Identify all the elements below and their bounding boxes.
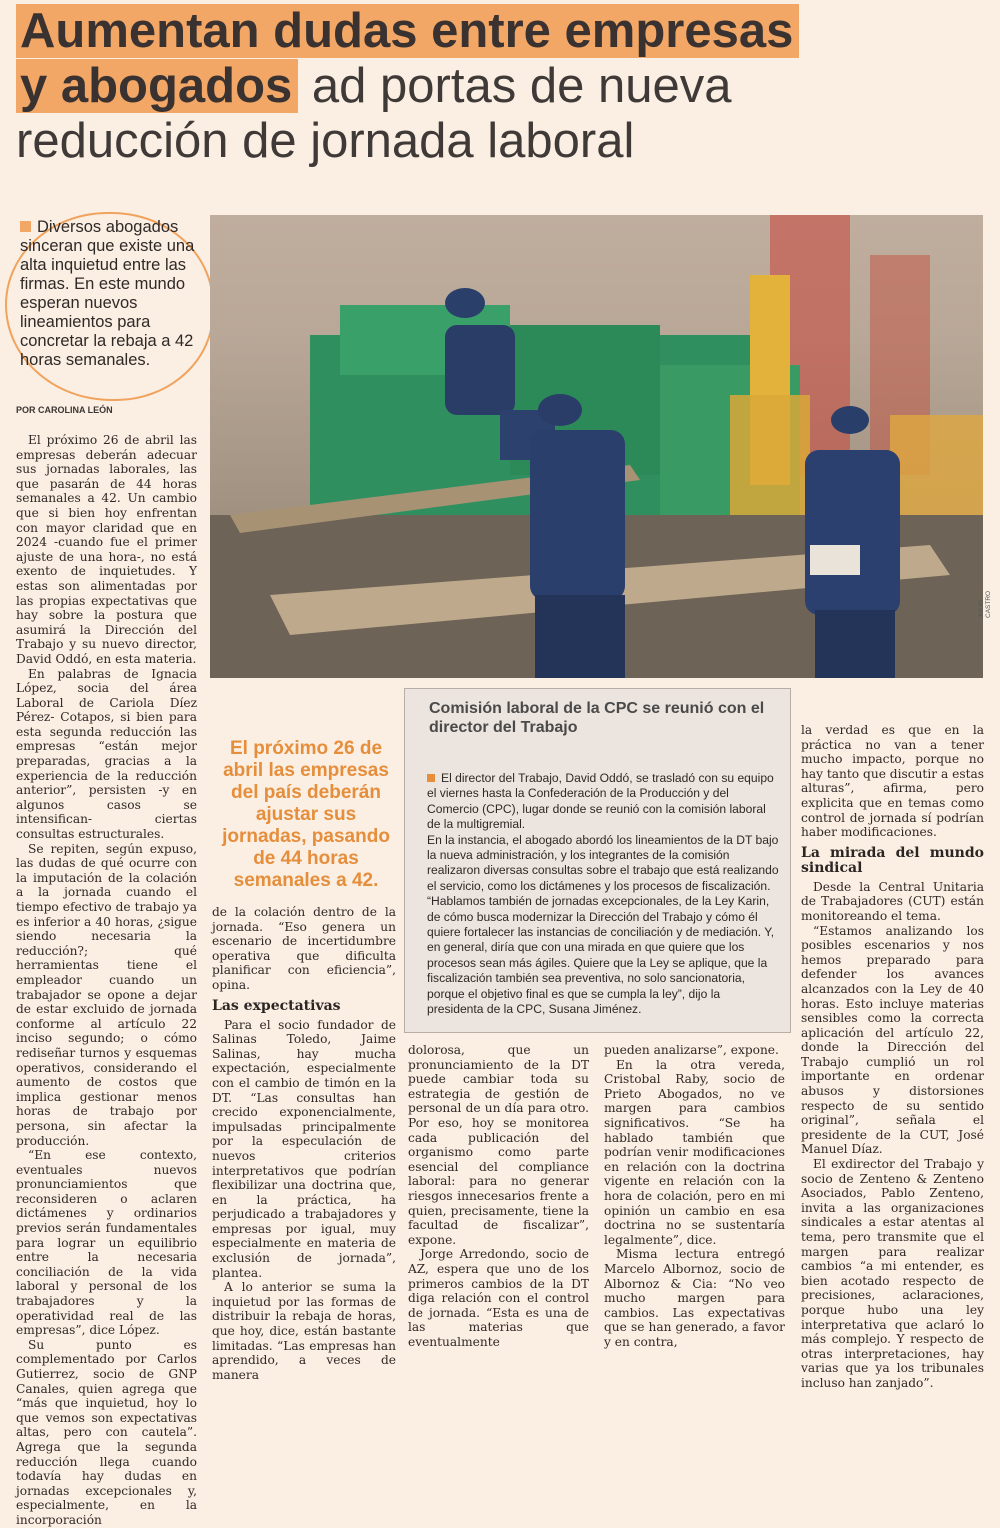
column-4: [604, 1043, 785, 1349]
col1-paragraph: El próximo 26 de abril las empresas deberán adecuar sus jornadas laborales, las que pasarán de 44 horas semanales a 42. Un cambio que si bien hoy enfrentan con mayor claridad que en 2024 -cuando fue el primer ajuste de una hora-, no está exento de inquietudes. Y estas son alimentadas por las propias expectativas que hay sobre la postura que asumirá la Dirección del Trabajo y su nuevo director, David Oddó, en esta materia.: [16, 433, 197, 666]
col2-paragraph: A lo anterior se suma la inquietud por las formas de distribuir la rebaja de horas, que hoy, dice, están bastante limitadas. “Las empresas han aprendido, a veces de manera: [212, 1280, 396, 1382]
col5-top-paragraph: la verdad es que en la práctica no van a tener mucho impacto, porque no hay tanto que discutir a estas alturas”, afirma, pero explicita que en temas como control de jornada sí podrían haber modificaciones.: [801, 723, 984, 840]
col4-paragraph: pueden analizarse”, expone.: [604, 1043, 779, 1057]
factory-workers-photo: [210, 215, 983, 678]
box-body: [427, 771, 779, 1018]
square-bullet-icon: [427, 774, 435, 782]
headline-line2-rest: ad portas de nueva: [311, 59, 732, 113]
headline-line3: reducción de jornada laboral: [16, 114, 635, 168]
col5-paragraph: El exdirector del Trabajo y socio de Zenteno & Zenteno Asociados, Pablo Zenteno, invita a las organizaciones sindicales a estar atentas al tema, pero transmite que el margen para realizar cambios “a mi entender, es bien acotado respecto de precisiones, aclaraciones, porque hubo una ley interpretativa que aclaró lo más complejo. Y respecto de otras interpretaciones, hay varias que ya los tribunales incluso han zanjado”.: [801, 1157, 984, 1390]
cpc-sidebar-box: [404, 688, 791, 1033]
box-paragraph: En la instancia, el abogado abordó los lineamientos de la DT bajo la nueva administración, y los integrantes de la comisión realizaron diversas consultas sobre el trabajo que está realizando el servicio, como los dictámenes y los procesos de fiscalización.: [427, 832, 779, 893]
box-title: Comisión laboral de la CPC se reunió con el director del Trabajo: [429, 700, 765, 736]
col4-paragraph: En la otra vereda, Cristobal Raby, socio de Prieto Abogados, no ve margen para cambios significativos. “Se ha hablado también que podrían venir modificaciones en relación con la doctrina vigente en relación con la hora de colación, pero en mi opinión un cambio en esa doctrina no se sustentaría legalmente”, dice.: [604, 1057, 785, 1247]
col5-paragraph: Desde la Central Unitaria de Trabajadores (CUT) están monitoreando el tema.: [801, 879, 984, 923]
col3-paragraph: Jorge Arredondo, socio de AZ, espera que uno de los primeros cambios de la DT diga relación con el control de jornada. “Esta es una de las materias que eventualmente: [408, 1247, 589, 1349]
box-paragraph: “Hablamos también de jornadas excepcionales, de la Ley Karin, de cómo busca modernizar la Dirección del Trabajo y cómo él quiere fortalecer las instancias de conciliación y de mediación. Y, en general, diría que con una mirada en que quiere que los procesos sean más ágiles. Quiere que la Ley se aplique, que la fiscalización también sea preventiva, no solo sancionatoria, porque el objetivo final es que se cumpla la ley”, dijo la presidenta de la CPC, Susana Jiménez.: [427, 894, 775, 1017]
col1-paragraph: Se repiten, según expuso, las dudas de qué ocurre con la imputación de la colación a la jornada cuando el tiempo efectivo de trabajo ya es inferior a 40 horas, ¿sigue siendo necesaria la reducción?; qué herramientas tiene el empleador cuando un trabajador se opone a dejar de estar excluido de jornada conforme al artículo 22 inciso segundo; o cómo rediseñar turnos y esquemas operativos, considerando el aumento de costos que implica gestionar menos horas de trabajo por persona, sin afectar la producción.: [16, 841, 197, 1148]
col5-paragraph: “Estamos analizando los posibles escenarios y nos hemos preparado para defender los avances alcanzados con la Ley de 40 horas. Esto incluye materias sensibles como la correcta aplicación del artículo 22, donde la Dirección del Trabajo cumplió un rol importante en ordenar abusos y distorsiones respecto de su sentido original”, señala el presidente de la CUT, José Manuel Díaz.: [801, 923, 984, 1157]
column-5: [801, 723, 984, 1391]
column-1: [16, 433, 197, 1528]
column-2: [212, 905, 396, 1382]
col1-paragraph: Su punto es complementado por Carlos Gutierrez, socio de GNP Canales, quien agrega que “más que inquietud, hoy lo que vemos son expectativas altas, pero con cautela”. Agrega que la segunda reducción llega cuando todavía hay dudas en jornadas excepcionales y, especialmente, en la incorporación: [16, 1337, 197, 1527]
pull-quote: El próximo 26 de abril las empresas del país deberán ajustar sus jornadas, pasando de 44 horas semanales a 42.: [222, 738, 390, 891]
col1-paragraph: “En ese contexto, eventuales nuevos pronunciamientos que reconsideren o aclaren dictámenes y ordinarios previos serán fundamentales para lograr un equilibrio entre la necesaria conciliación de la vida laboral y personal de los trabajadores y la operatividad real de las empresas”, dice López.: [16, 1148, 197, 1338]
byline: POR CAROLINA LEÓN: [16, 405, 113, 415]
photo-illustration: [210, 215, 983, 678]
col1-paragraph: En palabras de Ignacia López, socia del área Laboral de Cariola Díez Pérez- Cotapos, si bien para esta segunda reducción las empresas “están mejor preparadas, gracias a la experiencia de la reducción anterior”, persisten -y en algunos casos se intensifican- ciertas consultas estructurales.: [16, 666, 197, 842]
photo-credit: JULIO CASTRO: [978, 590, 992, 618]
lede: [20, 218, 198, 370]
headline-line2-highlight: y abogados: [16, 59, 298, 113]
lede-text: Diversos abogados sinceran que existe una alta inquietud entre las firmas. En este mundo esperan nuevos lineamientos para concretar la rebaja a 42 horas semanales.: [20, 218, 195, 369]
box-paragraph: [427, 771, 779, 833]
col2-top-paragraph: de la colación dentro de la jornada. “Eso genera un escenario de incertidumbre operativa que dificulta planificar con eficiencia”, opina.: [212, 905, 396, 992]
col4-paragraph: Misma lectura entregó Marcelo Albornoz, socio de Albornoz & Cia: “No veo mucho margen para cambios. Las expectativas que se han generado, a favor y en contra,: [604, 1247, 785, 1349]
subhead-mundo-sindical: La mirada del mundo sindical: [801, 844, 984, 876]
col3-paragraph: dolorosa, que un pronunciamiento de la DT puede cambiar toda su estrategia de gestión de personal de un día para otro. Por eso, hoy se monitorea cada publicación del organismo como parte esencial del compliance laboral: para no generar riesgos innecesarios frente a quien, precisamente, tiene la facultad de fiscalizar”, expone.: [408, 1043, 589, 1247]
square-bullet-icon: [20, 221, 31, 232]
column-3: [408, 1043, 589, 1349]
col2-paragraph: Para el socio fundador de Salinas Toledo, Jaime Salinas, hay mucha expectación, especialmente con el cambio de timón en la DT. “Las consultas han crecido exponencialmente, impulsadas principalmente por la especulación de nuevos criterios interpretativos que podrían flexibilizar una doctrina que, en la práctica, ha perjudicado a trabajadores y empresas por igual, muy especialmente en materia de exclusión de jornada”, plantea.: [212, 1017, 396, 1280]
subhead-expectativas: Las expectativas: [212, 997, 341, 1014]
headline-line1: Aumentan dudas entre empresas: [16, 4, 799, 58]
box-paragraph-text: El director del Trabajo, David Oddó, se trasladó con su equipo el viernes hasta la Confederación de la Producción y del Comercio (CPC), lugar donde se reunió con la comisión laboral de la multigremial.: [427, 771, 774, 832]
headline: [16, 4, 986, 169]
